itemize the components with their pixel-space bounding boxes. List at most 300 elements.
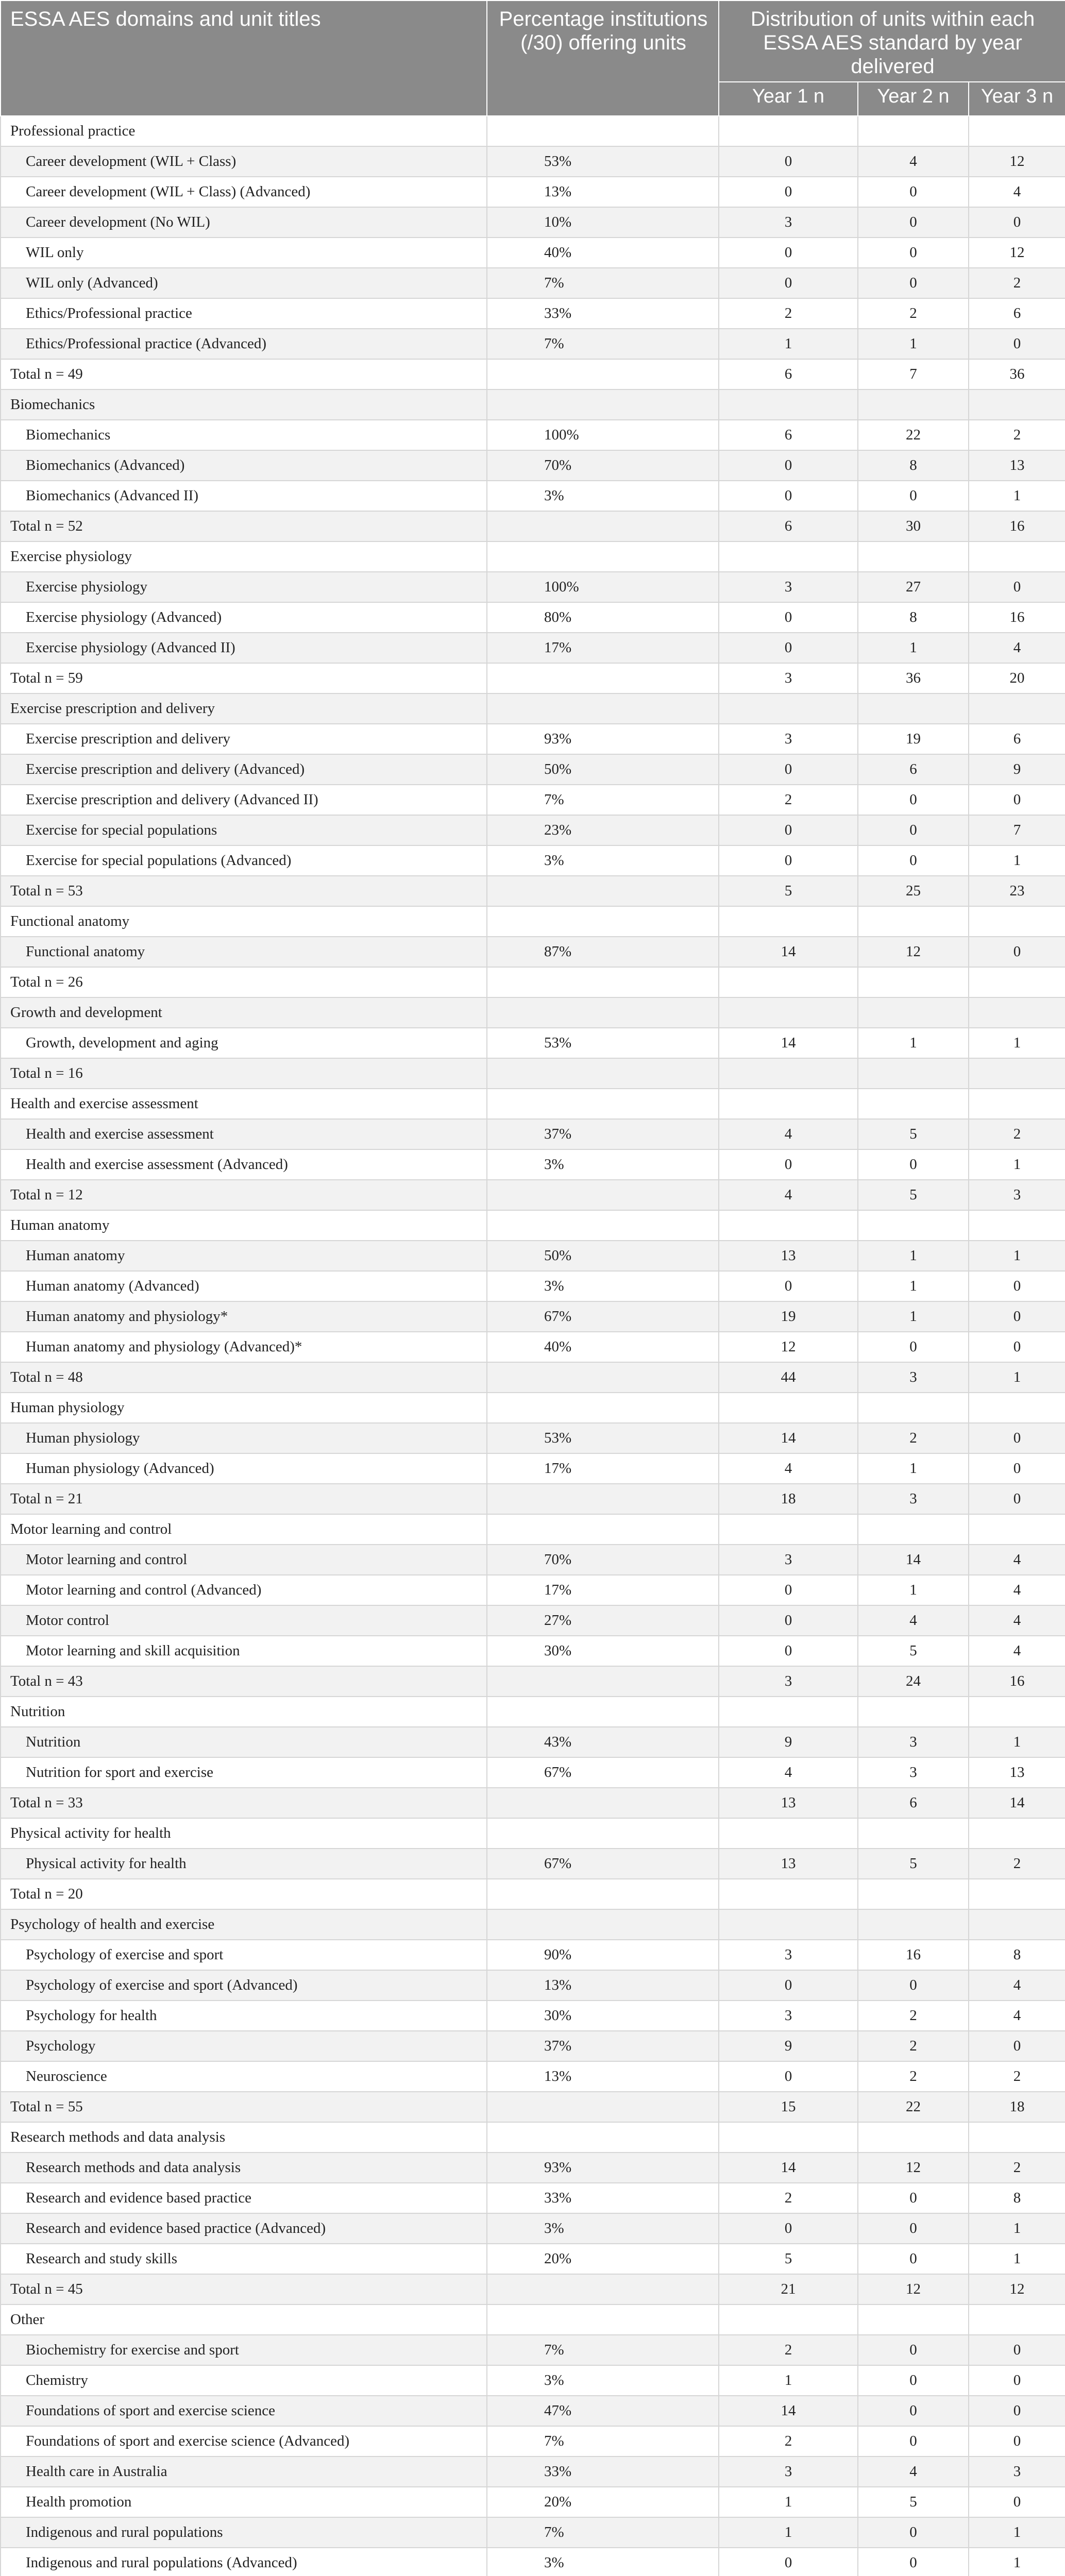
cell-year-3: 0: [969, 1423, 1065, 1453]
cell-year-3: 16: [969, 1666, 1065, 1697]
cell-percentage: 70%: [487, 450, 719, 481]
cell-percentage: 17%: [487, 1575, 719, 1605]
cell-unit-title: Research and study skills: [1, 2244, 487, 2274]
cell-percentage: 90%: [487, 1940, 719, 1970]
cell-year-1: 3: [719, 663, 858, 693]
table-row: [1, 2031, 1065, 2061]
cell-year-1: 2: [719, 2426, 858, 2456]
cell-unit-title: Nutrition: [1, 1697, 487, 1727]
cell-year-2: 0: [858, 177, 969, 207]
cell-unit-title: Research and evidence based practice (Advanced): [1, 2213, 487, 2244]
cell-unit-title: Total n = 53: [1, 876, 487, 906]
cell-unit-title: Foundations of sport and exercise science (Advanced): [1, 2426, 487, 2456]
cell-year-1: [719, 1210, 858, 1241]
cell-unit-title: Ethics/Professional practice (Advanced): [1, 329, 487, 359]
cell-unit-title: Biomechanics (Advanced II): [1, 481, 487, 511]
total-row: [1, 1666, 1065, 1697]
table-row: [1, 329, 1065, 359]
table-row: [1, 2517, 1065, 2548]
cell-year-1: 1: [719, 2365, 858, 2396]
domain-row: [1, 541, 1065, 572]
cell-percentage: 47%: [487, 2396, 719, 2426]
cell-unit-title: Total n = 52: [1, 511, 487, 541]
cell-unit-title: Human anatomy and physiology (Advanced)*: [1, 1332, 487, 1362]
cell-year-3: [969, 1089, 1065, 1119]
cell-unit-title: Exercise for special populations (Advanced): [1, 845, 487, 876]
header-year-2: Year 2 n: [858, 82, 969, 116]
cell-percentage: [487, 2092, 719, 2122]
cell-year-1: 3: [719, 2001, 858, 2031]
cell-unit-title: Health promotion: [1, 2487, 487, 2517]
table-row: [1, 2183, 1065, 2213]
cell-unit-title: Career development (WIL + Class) (Advanced): [1, 177, 487, 207]
cell-year-2: 12: [858, 937, 969, 967]
header-year-3: Year 3 n: [969, 82, 1065, 116]
cell-year-2: 0: [858, 2548, 969, 2576]
cell-percentage: 93%: [487, 724, 719, 754]
cell-year-3: 0: [969, 1332, 1065, 1362]
table-row: [1, 238, 1065, 268]
header-domain: ESSA AES domains and unit titles: [1, 1, 487, 116]
cell-year-3: [969, 1393, 1065, 1423]
cell-year-2: [858, 997, 969, 1028]
cell-year-1: 0: [719, 1271, 858, 1301]
cell-percentage: [487, 389, 719, 420]
cell-year-2: [858, 389, 969, 420]
cell-percentage: 13%: [487, 1970, 719, 2001]
cell-percentage: 33%: [487, 2183, 719, 2213]
cell-year-2: 1: [858, 1301, 969, 1332]
cell-unit-title: Physical activity for health: [1, 1818, 487, 1849]
cell-percentage: 7%: [487, 329, 719, 359]
domain-row: [1, 2122, 1065, 2153]
cell-year-1: 14: [719, 2153, 858, 2183]
cell-year-2: 30: [858, 511, 969, 541]
cell-unit-title: Psychology of health and exercise: [1, 1909, 487, 1940]
cell-year-2: 2: [858, 1423, 969, 1453]
cell-year-2: 0: [858, 845, 969, 876]
cell-year-3: [969, 906, 1065, 937]
table-row: [1, 1940, 1065, 1970]
cell-unit-title: Exercise for special populations: [1, 815, 487, 845]
cell-year-1: 5: [719, 876, 858, 906]
cell-unit-title: Total n = 55: [1, 2092, 487, 2122]
cell-percentage: [487, 541, 719, 572]
cell-year-2: 12: [858, 2274, 969, 2304]
cell-percentage: 37%: [487, 1119, 719, 1149]
cell-year-3: [969, 1058, 1065, 1089]
table-row: [1, 1119, 1065, 1149]
cell-percentage: 3%: [487, 2213, 719, 2244]
cell-unit-title: Psychology of exercise and sport: [1, 1940, 487, 1970]
cell-unit-title: Exercise physiology: [1, 572, 487, 602]
cell-percentage: 80%: [487, 602, 719, 633]
cell-year-1: 0: [719, 177, 858, 207]
cell-year-1: 2: [719, 2335, 858, 2365]
table-row: [1, 1545, 1065, 1575]
cell-year-1: 0: [719, 602, 858, 633]
table-row: [1, 2396, 1065, 2426]
cell-percentage: 53%: [487, 1423, 719, 1453]
table-row: [1, 1727, 1065, 1757]
cell-year-2: 6: [858, 754, 969, 785]
total-row: [1, 1788, 1065, 1818]
cell-year-2: [858, 2304, 969, 2335]
cell-year-1: [719, 906, 858, 937]
cell-year-3: [969, 1514, 1065, 1545]
cell-year-2: 4: [858, 1605, 969, 1636]
cell-year-1: 4: [719, 1119, 858, 1149]
table-row: [1, 2426, 1065, 2456]
cell-year-3: 18: [969, 2092, 1065, 2122]
cell-percentage: [487, 876, 719, 906]
cell-percentage: [487, 906, 719, 937]
cell-year-3: 1: [969, 2244, 1065, 2274]
cell-percentage: [487, 359, 719, 389]
cell-year-1: 0: [719, 450, 858, 481]
table-row: [1, 754, 1065, 785]
cell-percentage: 7%: [487, 2517, 719, 2548]
table-row: [1, 2487, 1065, 2517]
cell-year-2: 3: [858, 1757, 969, 1788]
cell-year-2: 1: [858, 1453, 969, 1484]
cell-percentage: 7%: [487, 268, 719, 298]
cell-year-3: 0: [969, 785, 1065, 815]
cell-year-2: 14: [858, 1545, 969, 1575]
cell-year-2: [858, 2122, 969, 2153]
cell-percentage: [487, 1788, 719, 1818]
cell-unit-title: Human physiology (Advanced): [1, 1453, 487, 1484]
cell-year-3: 0: [969, 2335, 1065, 2365]
cell-percentage: 7%: [487, 2426, 719, 2456]
cell-year-3: 0: [969, 2396, 1065, 2426]
cell-percentage: [487, 1089, 719, 1119]
cell-unit-title: WIL only: [1, 238, 487, 268]
cell-unit-title: Motor control: [1, 1605, 487, 1636]
cell-year-2: 1: [858, 1241, 969, 1271]
cell-unit-title: Biomechanics: [1, 389, 487, 420]
cell-percentage: 7%: [487, 785, 719, 815]
cell-percentage: 23%: [487, 815, 719, 845]
cell-year-3: 2: [969, 1849, 1065, 1879]
cell-year-1: [719, 693, 858, 724]
cell-year-1: 6: [719, 511, 858, 541]
cell-percentage: [487, 1666, 719, 1697]
table-row: [1, 1636, 1065, 1666]
cell-percentage: 30%: [487, 2001, 719, 2031]
cell-year-2: 5: [858, 1119, 969, 1149]
cell-year-3: [969, 389, 1065, 420]
table-row: [1, 1849, 1065, 1879]
cell-year-2: 25: [858, 876, 969, 906]
cell-unit-title: Psychology: [1, 2031, 487, 2061]
cell-unit-title: Psychology for health: [1, 2001, 487, 2031]
cell-unit-title: Foundations of sport and exercise science: [1, 2396, 487, 2426]
domain-row: [1, 1514, 1065, 1545]
cell-year-1: [719, 1089, 858, 1119]
cell-year-1: 14: [719, 2396, 858, 2426]
cell-year-1: [719, 1818, 858, 1849]
cell-unit-title: Health and exercise assessment (Advanced): [1, 1149, 487, 1180]
cell-year-1: 0: [719, 268, 858, 298]
cell-percentage: [487, 2122, 719, 2153]
cell-year-1: 1: [719, 2517, 858, 2548]
cell-year-1: 0: [719, 754, 858, 785]
cell-year-1: 19: [719, 1301, 858, 1332]
cell-year-1: 0: [719, 845, 858, 876]
cell-year-2: 0: [858, 785, 969, 815]
table-row: [1, 1575, 1065, 1605]
cell-year-2: 1: [858, 1028, 969, 1058]
table-row: [1, 1970, 1065, 2001]
cell-year-2: 0: [858, 1970, 969, 2001]
cell-year-3: 8: [969, 2183, 1065, 2213]
cell-year-3: 1: [969, 1241, 1065, 1271]
cell-year-1: 1: [719, 329, 858, 359]
domain-row: [1, 1818, 1065, 1849]
cell-year-3: 4: [969, 633, 1065, 663]
cell-year-3: 23: [969, 876, 1065, 906]
cell-unit-title: Health care in Australia: [1, 2456, 487, 2487]
cell-year-1: 0: [719, 2213, 858, 2244]
cell-year-3: 0: [969, 1301, 1065, 1332]
total-row: [1, 1058, 1065, 1089]
cell-year-2: [858, 116, 969, 146]
cell-unit-title: Nutrition: [1, 1727, 487, 1757]
cell-percentage: 40%: [487, 1332, 719, 1362]
cell-year-2: 19: [858, 724, 969, 754]
cell-unit-title: Functional anatomy: [1, 906, 487, 937]
cell-year-2: 0: [858, 207, 969, 238]
cell-year-1: 21: [719, 2274, 858, 2304]
cell-year-3: 0: [969, 2031, 1065, 2061]
cell-year-3: 9: [969, 754, 1065, 785]
cell-unit-title: Total n = 33: [1, 1788, 487, 1818]
cell-year-3: 2: [969, 1119, 1065, 1149]
cell-year-1: 13: [719, 1788, 858, 1818]
cell-year-2: [858, 541, 969, 572]
cell-year-1: [719, 1058, 858, 1089]
cell-unit-title: Total n = 20: [1, 1879, 487, 1909]
table-row: [1, 785, 1065, 815]
cell-year-2: 4: [858, 146, 969, 177]
cell-unit-title: Research methods and data analysis: [1, 2153, 487, 2183]
cell-year-2: 3: [858, 1484, 969, 1514]
cell-unit-title: Human anatomy and physiology*: [1, 1301, 487, 1332]
cell-year-2: [858, 967, 969, 997]
cell-percentage: 67%: [487, 1301, 719, 1332]
cell-unit-title: Total n = 59: [1, 663, 487, 693]
cell-year-3: 1: [969, 1149, 1065, 1180]
table-row: [1, 2365, 1065, 2396]
cell-year-1: 6: [719, 420, 858, 450]
cell-year-3: 1: [969, 1362, 1065, 1393]
cell-year-1: 0: [719, 1575, 858, 1605]
cell-unit-title: Motor learning and skill acquisition: [1, 1636, 487, 1666]
table-row: [1, 572, 1065, 602]
cell-unit-title: Other: [1, 2304, 487, 2335]
cell-unit-title: Indigenous and rural populations: [1, 2517, 487, 2548]
cell-unit-title: Exercise prescription and delivery: [1, 724, 487, 754]
table-row: [1, 2335, 1065, 2365]
cell-percentage: 43%: [487, 1727, 719, 1757]
cell-percentage: [487, 693, 719, 724]
cell-year-2: 1: [858, 1575, 969, 1605]
cell-year-1: 1: [719, 2487, 858, 2517]
table-row: [1, 2001, 1065, 2031]
table-body: [1, 116, 1065, 2576]
cell-year-1: 2: [719, 2183, 858, 2213]
table-row: [1, 1149, 1065, 1180]
cell-year-2: 4: [858, 2456, 969, 2487]
table-row: [1, 2548, 1065, 2576]
cell-year-1: 18: [719, 1484, 858, 1514]
cell-year-3: 1: [969, 845, 1065, 876]
cell-percentage: [487, 967, 719, 997]
table-row: [1, 1301, 1065, 1332]
cell-year-1: 0: [719, 815, 858, 845]
cell-percentage: 20%: [487, 2244, 719, 2274]
cell-year-3: 1: [969, 481, 1065, 511]
cell-percentage: 27%: [487, 1605, 719, 1636]
cell-percentage: 67%: [487, 1849, 719, 1879]
cell-year-1: [719, 1697, 858, 1727]
cell-year-1: 6: [719, 359, 858, 389]
total-row: [1, 2274, 1065, 2304]
domain-row: [1, 1210, 1065, 1241]
cell-year-3: 7: [969, 815, 1065, 845]
total-row: [1, 967, 1065, 997]
cell-percentage: 17%: [487, 1453, 719, 1484]
cell-unit-title: Total n = 26: [1, 967, 487, 997]
cell-unit-title: Exercise prescription and delivery: [1, 693, 487, 724]
cell-percentage: 3%: [487, 2548, 719, 2576]
cell-unit-title: Motor learning and control: [1, 1545, 487, 1575]
cell-percentage: 13%: [487, 2061, 719, 2092]
cell-year-2: 5: [858, 1849, 969, 1879]
cell-year-3: 36: [969, 359, 1065, 389]
cell-unit-title: Total n = 21: [1, 1484, 487, 1514]
cell-unit-title: Total n = 43: [1, 1666, 487, 1697]
cell-year-3: 12: [969, 238, 1065, 268]
cell-unit-title: Exercise prescription and delivery (Advanced II): [1, 785, 487, 815]
cell-percentage: 13%: [487, 177, 719, 207]
table-row: [1, 602, 1065, 633]
table-row: [1, 450, 1065, 481]
cell-year-2: 22: [858, 2092, 969, 2122]
cell-unit-title: Total n = 45: [1, 2274, 487, 2304]
table-row: [1, 298, 1065, 329]
cell-year-2: [858, 693, 969, 724]
cell-year-1: 0: [719, 633, 858, 663]
cell-year-1: [719, 997, 858, 1028]
cell-percentage: [487, 1697, 719, 1727]
cell-percentage: [487, 2304, 719, 2335]
cell-year-2: 0: [858, 1332, 969, 1362]
cell-year-1: 14: [719, 937, 858, 967]
cell-unit-title: Human physiology: [1, 1423, 487, 1453]
cell-year-1: 13: [719, 1849, 858, 1879]
cell-unit-title: Human physiology: [1, 1393, 487, 1423]
cell-year-3: 4: [969, 1636, 1065, 1666]
cell-year-1: 9: [719, 1727, 858, 1757]
cell-year-2: 0: [858, 238, 969, 268]
cell-year-3: 4: [969, 1970, 1065, 2001]
cell-year-1: 0: [719, 2548, 858, 2576]
cell-year-1: 4: [719, 1180, 858, 1210]
domain-row: [1, 693, 1065, 724]
cell-unit-title: Nutrition for sport and exercise: [1, 1757, 487, 1788]
cell-percentage: 3%: [487, 481, 719, 511]
cell-year-3: [969, 1818, 1065, 1849]
table-header: [1, 1, 1065, 116]
cell-year-3: 16: [969, 602, 1065, 633]
table-row: [1, 1757, 1065, 1788]
table-row: [1, 207, 1065, 238]
cell-year-1: 44: [719, 1362, 858, 1393]
cell-year-1: 3: [719, 2456, 858, 2487]
cell-percentage: 50%: [487, 754, 719, 785]
cell-percentage: [487, 1362, 719, 1393]
cell-year-2: [858, 1089, 969, 1119]
cell-unit-title: Growth, development and aging: [1, 1028, 487, 1058]
cell-year-2: 0: [858, 2244, 969, 2274]
total-row: [1, 359, 1065, 389]
cell-year-3: 2: [969, 268, 1065, 298]
cell-percentage: 40%: [487, 238, 719, 268]
table-row: [1, 1332, 1065, 1362]
cell-year-1: 0: [719, 1605, 858, 1636]
cell-percentage: 50%: [487, 1241, 719, 1271]
cell-year-3: 1: [969, 2213, 1065, 2244]
cell-year-2: 2: [858, 2061, 969, 2092]
cell-year-2: 8: [858, 602, 969, 633]
cell-year-2: 27: [858, 572, 969, 602]
cell-year-2: [858, 906, 969, 937]
cell-year-2: 5: [858, 2487, 969, 2517]
cell-year-1: 12: [719, 1332, 858, 1362]
cell-year-3: 1: [969, 2548, 1065, 2576]
total-row: [1, 2092, 1065, 2122]
cell-year-1: 14: [719, 1028, 858, 1058]
cell-year-2: 3: [858, 1362, 969, 1393]
cell-unit-title: WIL only (Advanced): [1, 268, 487, 298]
cell-year-1: 3: [719, 1666, 858, 1697]
cell-year-2: 2: [858, 298, 969, 329]
cell-year-1: 3: [719, 724, 858, 754]
domain-row: [1, 1909, 1065, 1940]
cell-year-1: [719, 116, 858, 146]
cell-year-1: [719, 2304, 858, 2335]
cell-year-3: 4: [969, 1575, 1065, 1605]
cell-year-2: 0: [858, 2335, 969, 2365]
cell-year-1: 2: [719, 298, 858, 329]
table-row: [1, 1028, 1065, 1058]
cell-year-2: 5: [858, 1636, 969, 1666]
cell-unit-title: Total n = 48: [1, 1362, 487, 1393]
cell-unit-title: Neuroscience: [1, 2061, 487, 2092]
table-row: [1, 481, 1065, 511]
cell-year-2: 0: [858, 815, 969, 845]
cell-percentage: 3%: [487, 845, 719, 876]
cell-year-3: 8: [969, 1940, 1065, 1970]
cell-year-3: 0: [969, 207, 1065, 238]
cell-unit-title: Functional anatomy: [1, 937, 487, 967]
cell-year-3: 0: [969, 329, 1065, 359]
table-row: [1, 1423, 1065, 1453]
cell-unit-title: Research methods and data analysis: [1, 2122, 487, 2153]
cell-year-2: 1: [858, 329, 969, 359]
